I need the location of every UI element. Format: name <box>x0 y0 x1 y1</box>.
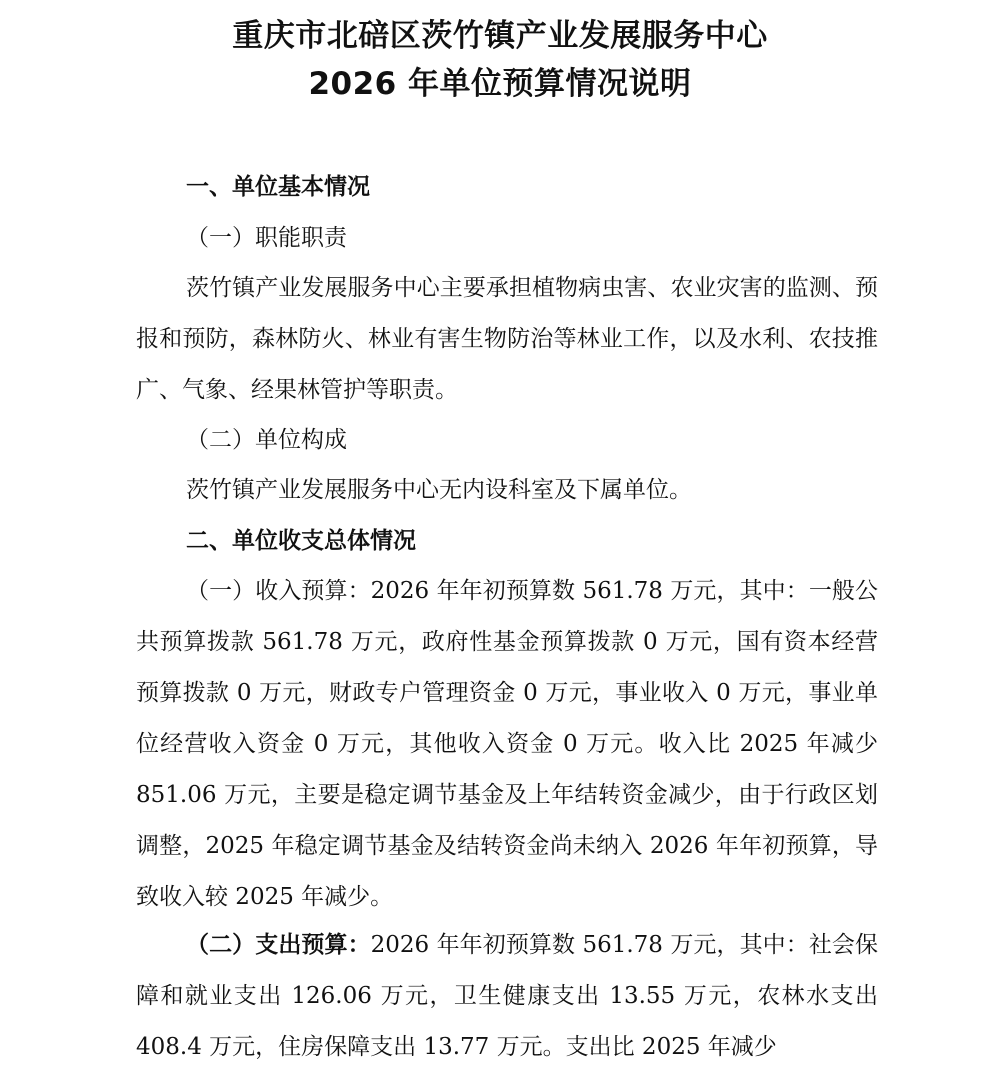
expense-text: 2026 年年初预算数 561.78 万元，其中：社会保障和就业支出 126.06 万元，卫生健康支出 13.55 万元，农林水支出 408.4 万元，住房保障支出 13.77 万元。支出比 2025 年减少 <box>136 932 878 1060</box>
expense-paragraph <box>136 920 878 1073</box>
document-title-line1: 重庆市北碚区茨竹镇产业发展服务中心 <box>232 18 768 54</box>
document-title-line2: 2026 年单位预算情况说明 <box>308 66 692 102</box>
section1-sub2-text: 茨竹镇产业发展服务中心无内设科室及下属单位。 <box>186 477 692 503</box>
section1-sub2-heading: （二）单位构成 <box>186 427 347 453</box>
section2-heading: 二、单位收支总体情况 <box>186 528 416 554</box>
section1-heading: 一、单位基本情况 <box>186 174 370 200</box>
expense-lead: （二）支出预算： <box>186 932 371 958</box>
section1-sub1-text: 茨竹镇产业发展服务中心主要承担植物病虫害、农业灾害的监测、预报和预防，森林防火、林业有害生物防治等林业工作，以及水利、农技推广、气象、经果林管护等职责。 <box>136 275 878 403</box>
income-lead: （一）收入预算： <box>186 578 371 604</box>
income-text: 2026 年年初预算数 561.78 万元，其中：一般公共预算拨款 561.78 万元，政府性基金预算拨款 0 万元，国有资本经营预算拨款 0 万元，财政专户管理资金 0 万元，事业收入 0 万元，事业单位经营收入资金 0 万元，其他收入资金 0 万元。收入比 2025 年减少 851.06 万元，主要是稳定调节基金及上年结转资金减少，由于行政区划调整，2025 年稳定调节基金及结转资金尚未纳入 2026 年年初预算，导致收入较 2025 年减少。 <box>136 578 878 910</box>
income-paragraph <box>136 566 878 923</box>
section1-sub1-heading: （一）职能职责 <box>186 225 347 251</box>
